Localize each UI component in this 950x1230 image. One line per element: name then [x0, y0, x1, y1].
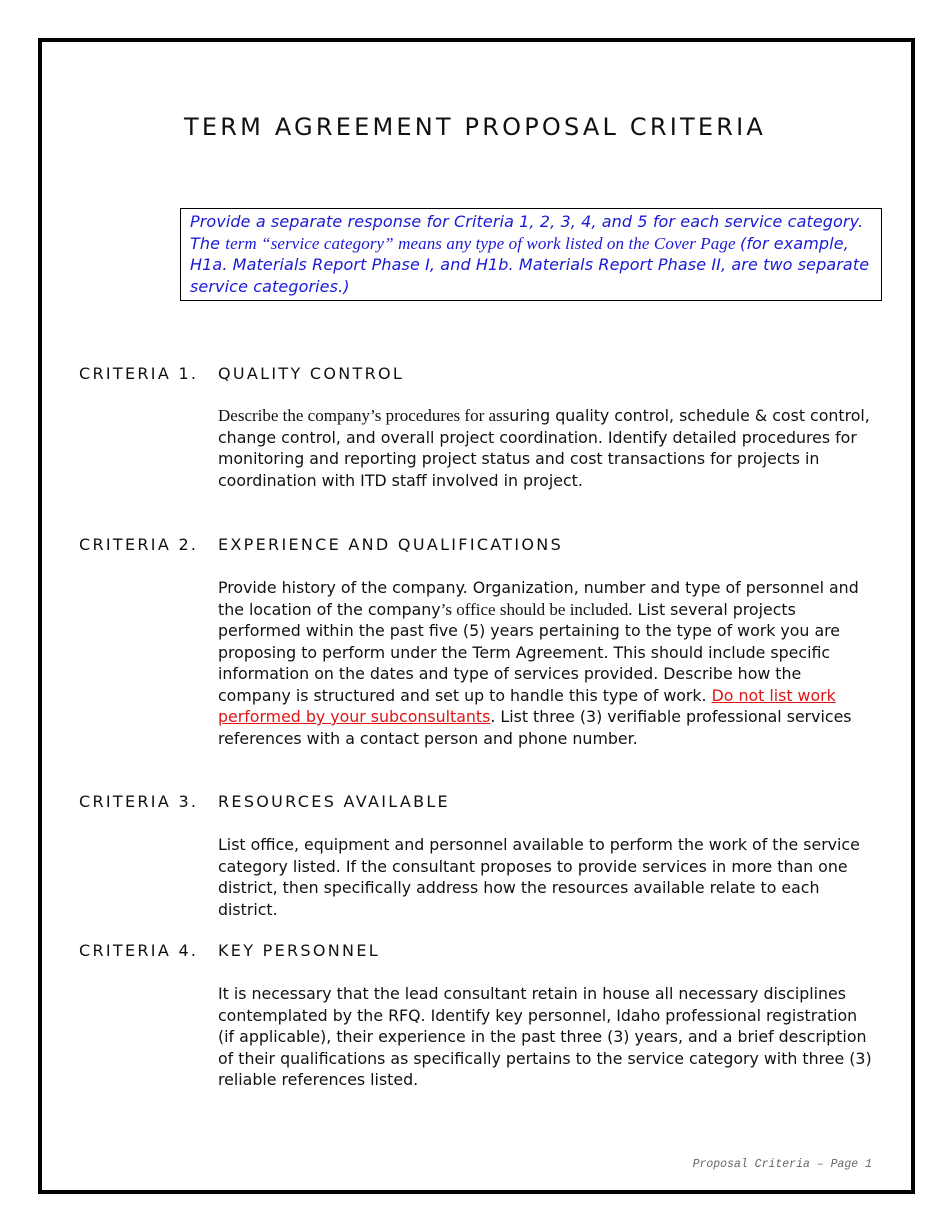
criteria-2-text-b: List several projects performed within the past five (5) years pertaining to the type of work you are proposing to perform under the Term Agreement. This should include specific information on the dates and type of services provided. Describe how the company is structured and set up to handle this type of work.	[218, 599, 840, 705]
criteria-2-label: CRITERIA 2.	[79, 535, 199, 554]
criteria-2-text-a: Provide history of the company. Organization, number and type of personnel and the location of the company	[218, 578, 859, 619]
page-footer: Proposal Criteria – Page 1	[692, 1158, 872, 1171]
criteria-3-heading: RESOURCES AVAILABLE	[218, 792, 450, 811]
criteria-1-heading: QUALITY CONTROL	[218, 364, 405, 383]
instruction-notice-box	[180, 208, 882, 301]
notice-text-part2: term “service category” means any type of work listed on the Cover Page	[225, 233, 740, 253]
page-title: TERM AGREEMENT PROPOSAL CRITERIA	[184, 113, 766, 141]
criteria-2-heading: EXPERIENCE AND QUALIFICATIONS	[218, 535, 564, 554]
criteria-1-paragraph	[218, 405, 878, 491]
criteria-4-heading: KEY PERSONNEL	[218, 941, 380, 960]
criteria-1-text-serif: Describe the company’s procedures for ass	[218, 406, 510, 425]
criteria-2-text-serif: ’s office should be included.	[440, 599, 633, 619]
criteria-3-paragraph: List office, equipment and personnel available to perform the work of the service category listed. If the consultant proposes to provide services in more than one district, then specifically address how the resources available relate to each district.	[218, 835, 860, 919]
notice-text-part3: (for example, H1a. Materials Report Phase I, and H1b. Materials Report Phase II, are two separate service categories.)	[190, 233, 870, 296]
criteria-1-label: CRITERIA 1.	[79, 364, 199, 383]
criteria-3-label: CRITERIA 3.	[79, 792, 199, 811]
subconsultant-warning: Do not list work performed by your subconsultants	[218, 685, 836, 726]
criteria-2-text-c: . List three (3) verifiable professional services references with a contact person and phone number.	[218, 707, 852, 748]
criteria-1-text: uring quality control, schedule & cost control, change control, and overall project coordination. Identify detailed procedures for monitoring and reporting project status and cost transactions for projects in coordination with ITD staff involved in project.	[218, 406, 870, 490]
criteria-4-label: CRITERIA 4.	[79, 941, 199, 960]
notice-text-part1: Provide a separate response for Criteria 1, 2, 3, 4, and 5 for each service category. The	[190, 212, 864, 253]
criteria-2-paragraph	[218, 577, 878, 749]
criteria-4-paragraph: It is necessary that the lead consultant retain in house all necessary disciplines contemplated by the RFQ. Identify key personnel, Idaho professional registration (if applicable), their experience in the past three (3) years, and a brief description of their qualifications as specifically pertains to the service category with three (3) reliable references listed.	[218, 984, 872, 1089]
